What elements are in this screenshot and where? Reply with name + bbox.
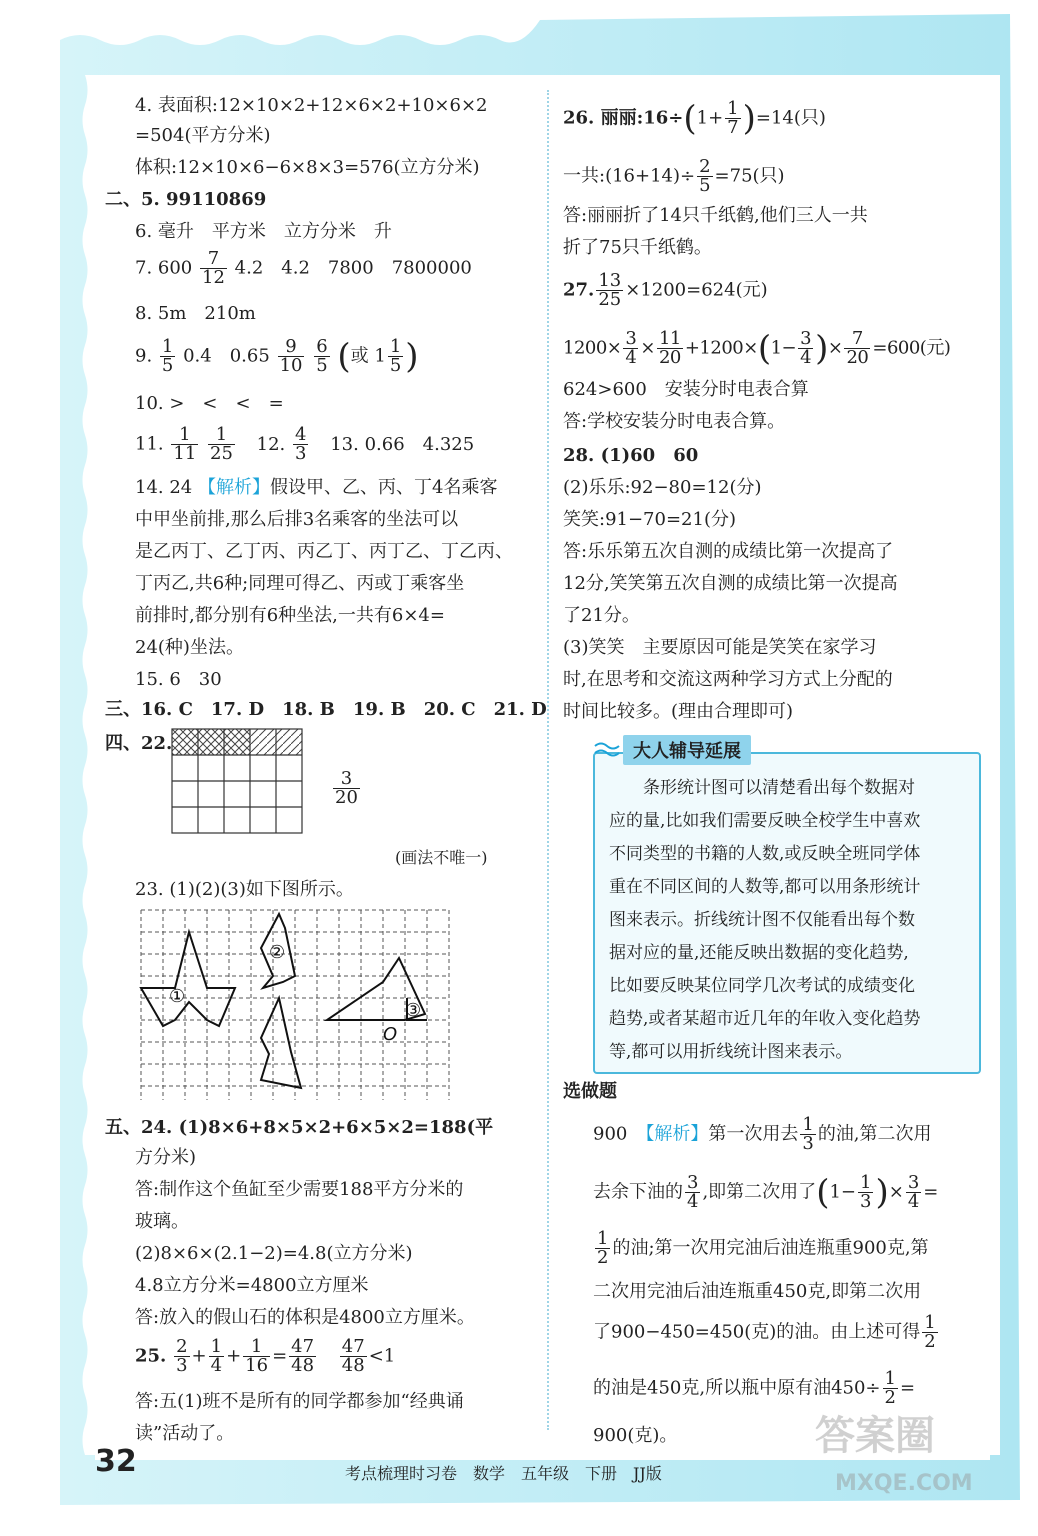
q9: 9. $\frac{1}{5}$ 0.4 0.65 $\frac{9}{10}$ $\frac{6}{5}$ (或 1 $\frac{1}{5}$ ): [135, 336, 419, 377]
q11-fraction-1: $\frac{1}{11}$: [173, 424, 197, 464]
q14-line4: 丁丙乙,共6种;同理可得乙、丙或丁乘客坐: [135, 573, 465, 594]
q23-figure: [139, 908, 451, 1104]
q25-fraction-4: $\frac{47}{48}$: [291, 1336, 315, 1376]
q6: 6. 毫升 平方米 立方分米 升: [135, 221, 392, 242]
q22-note: (画法不唯一): [395, 848, 488, 867]
opt-line5: 了900−450=450(克)的油。由上述可得 $\frac{1}{2}$: [593, 1312, 936, 1352]
q28-line5: 12分,笑笑第五次自测的成绩比第一次提高: [563, 573, 898, 594]
q28-line4: 答:乐乐第五次自测的成绩比第一次提高了: [563, 541, 894, 562]
tip-line-9: 等,都可以用折线统计图来表示。: [609, 1042, 853, 1062]
opt-line2: 去余下油的 $\frac{3}{4}$ ,即第二次用了(1− $\frac{1}{3}$ )× $\frac{3}{4}$ =: [593, 1172, 939, 1213]
q22-grid: [171, 728, 305, 838]
q15: 15. 6 30: [135, 669, 222, 690]
tip-box: [593, 752, 981, 1074]
q9-fraction-4: $\frac{1}{5}$: [389, 336, 402, 376]
opt-line6: 的油是450克,所以瓶中原有油450÷ $\frac{1}{2}$ =: [593, 1368, 916, 1408]
q7: [135, 250, 472, 287]
q22-fraction: $\frac{3}{20}$: [335, 768, 358, 808]
q11-fraction-2: $\frac{1}{25}$: [210, 424, 233, 464]
q7-text-b: 4.2 4.2 7800 7800000: [234, 257, 472, 279]
q12-fraction: $\frac{4}{3}$: [295, 424, 307, 464]
analysis-tag: 【解析】: [198, 477, 270, 498]
q4-line3: 体积:12×10×6−6×8×3=576(立方分米): [135, 157, 480, 178]
opt-fraction-6: $\frac{1}{2}$: [924, 1312, 936, 1352]
origin-label: O: [383, 1024, 398, 1045]
shape-1-label: ①: [169, 986, 186, 1007]
q27-fraction-1: $\frac{3}{4}$: [625, 328, 637, 368]
q22-answer: [331, 770, 362, 807]
watermark-url: MXQE.COM: [835, 1471, 973, 1496]
tip-line-8: 趋势,或者某超市近几年的年收入变化趋势: [609, 1009, 921, 1029]
q28-line3: 笑笑:91−70=21(分): [563, 509, 736, 530]
q28-line2: (2)乐乐:92−80=12(分): [563, 477, 762, 498]
footer-title: 考点梳理时习卷 数学 五年级 下册 JJ版: [345, 1464, 662, 1483]
q4-line2: =504(平方分米): [135, 125, 271, 146]
q27-line4: 答:学校安装分时电表合算。: [563, 411, 786, 432]
tip-line-2: 应的量,比如我们需要反映全校学生中喜欢: [609, 811, 921, 831]
q14-line2: 中甲坐前排,那么后排3名乘客的坐法可以: [135, 509, 459, 530]
q25-fraction-3: $\frac{1}{16}$: [245, 1336, 269, 1376]
q27-fraction-3: $\frac{3}{4}$: [800, 328, 812, 368]
q7-fraction: $\frac{7}{12}$: [202, 248, 225, 288]
q24-line5: (2)8×6×(2.1−2)=4.8(立方分米): [135, 1243, 413, 1264]
q9-fraction-3: $\frac{6}{5}$: [316, 336, 328, 376]
watermark-logo: 答案圈: [815, 1413, 935, 1459]
q8: 8. 5m 210m: [135, 303, 256, 324]
q27-fraction-2: $\frac{11}{20}$: [658, 328, 681, 368]
q27-line2: 1200× $\frac{3}{4}$ × $\frac{11}{20}$ +1200×(1− $\frac{3}{4}$ )× $\frac{7}{20}$ =600(元): [563, 328, 951, 369]
q23: 23. (1)(2)(3)如下图所示。: [135, 879, 354, 900]
opt-line7: 900(克)。: [593, 1425, 678, 1446]
opt-line3: $\frac{1}{2}$ 的油;第一次用完油后油连瓶重900克,第: [597, 1228, 929, 1268]
tip-line-6: 据对应的量,还能反映出数据的变化趋势,: [609, 943, 909, 963]
q14-line5: 前排时,都分别有6种坐法,一共有6×4=: [135, 605, 445, 626]
opt-fraction-2: $\frac{3}{4}$: [687, 1172, 699, 1212]
shape-2-label: ②: [269, 942, 286, 963]
q27-line3: 624>600 安装分时电表合算: [563, 379, 809, 400]
q22-label: 四、22.: [105, 733, 173, 754]
tip-box-body: [609, 772, 969, 1069]
q24-line3: 答:制作这个鱼缸至少需要188平方分米的: [135, 1179, 464, 1200]
q26-line3: 答:丽丽折了14只千纸鹤,他们三人一共: [563, 205, 868, 226]
q27-fraction-4: $\frac{7}{20}$: [846, 328, 869, 368]
tip-line-3: 不同类型的书籍的人数,或反映全班同学体: [609, 844, 921, 864]
q14-line6: 24(种)坐法。: [135, 637, 244, 658]
tip-box-header: [593, 732, 793, 766]
opt-fraction-4: $\frac{3}{4}$: [907, 1172, 920, 1212]
q10: 10. > < < =: [135, 393, 284, 414]
opt-line1: 900 【解析】第一次用去 $\frac{1}{3}$ 的油,第二次用: [593, 1114, 932, 1154]
q16-21: 三、16. C 17. D 18. B 19. B 20. C 21. D: [105, 699, 547, 720]
q26-line4: 折了75只千纸鹤。: [563, 237, 712, 258]
q27-fraction: $\frac{13}{25}$: [598, 270, 622, 310]
q28-line6: 了21分。: [563, 605, 640, 626]
q25-fraction-5: $\frac{47}{48}$: [341, 1336, 365, 1376]
q25: 25. $\frac{2}{3}$ + $\frac{1}{4}$ + $\frac{1}{16}$ = $\frac{47}{48}$ $\frac{47}{48}$ <1: [135, 1336, 396, 1376]
tip-line-7: 比如要反映某位同学几次考试的成绩变化: [609, 976, 915, 996]
q9-fraction-2: $\frac{9}{10}$: [279, 336, 303, 376]
answer-page: [95, 80, 990, 1460]
q25-line3: 读”活动了。: [135, 1423, 235, 1444]
page-number: 32: [95, 1444, 137, 1479]
q25-fraction-2: $\frac{1}{4}$: [210, 1336, 223, 1376]
q25-fraction-1: $\frac{2}{3}$: [176, 1336, 188, 1376]
q26-fraction: $\frac{1}{7}$: [727, 98, 739, 138]
q4-line1: 4. 表面积:12×10×2+12×6×2+10×6×2: [135, 95, 488, 116]
q28-line1: 28. (1)60 60: [563, 445, 699, 466]
q26-line2: 一共:(16+14)÷ $\frac{2}{5}$ =75(只): [563, 156, 785, 196]
opt-fraction-7: $\frac{1}{2}$: [884, 1368, 896, 1408]
q11-13: 11. $\frac{1}{11}$ $\frac{1}{25}$ 12. $\frac{4}{3}$ 13. 0.66 4.325: [135, 424, 475, 464]
opt-fraction-5: $\frac{1}{2}$: [597, 1228, 609, 1268]
tip-line-4: 重在不同区间的人数等,都可以用条形统计: [609, 877, 921, 897]
q28-line7: (3)笑笑 主要原因可能是笑笑在家学习: [563, 637, 877, 658]
optional-heading: 选做题: [563, 1081, 617, 1102]
tip-box-title: 大人辅导延展: [623, 735, 751, 765]
q25-line2: 答:五(1)班不是所有的同学都参加“经典诵: [135, 1391, 464, 1412]
q27-line1: 27. $\frac{13}{25}$ ×1200=624(元): [563, 270, 768, 310]
q7-text-a: 7. 600: [135, 257, 193, 279]
q24-line2: 方分米): [135, 1147, 197, 1168]
q26-fraction-2: $\frac{2}{5}$: [699, 156, 711, 196]
opt-fraction-3: $\frac{1}{3}$: [860, 1172, 872, 1212]
q14-line1: 14. 24 【解析】假设甲、乙、丙、丁4名乘客: [135, 477, 498, 498]
opt-fraction-1: $\frac{1}{3}$: [802, 1114, 814, 1154]
q9-fraction-1: $\frac{1}{5}$: [161, 336, 174, 376]
q24-line7: 答:放入的假山石的体积是4800立方厘米。: [135, 1307, 475, 1328]
shape-3-label: ③: [405, 1000, 422, 1021]
q24-line4: 玻璃。: [135, 1211, 189, 1232]
q28-line8: 时,在思考和交流这两种学习方式上分配的: [563, 669, 893, 690]
q28-line9: 时间比较多。(理由合理即可): [563, 701, 794, 722]
q5: 二、5. 99110869: [105, 189, 267, 210]
q24-line1: 五、24. (1)8×6+8×5×2+6×5×2=188(平: [105, 1117, 494, 1138]
q26-line1: 26. 丽丽:16÷(1+ $\frac{1}{7}$ )=14(只): [563, 98, 826, 139]
tip-line-1: 条形统计图可以清楚看出每个数据对: [609, 778, 915, 798]
tip-line-5: 图来表示。折线统计图不仅能看出每个数: [609, 910, 915, 930]
q24-line6: 4.8立方分米=4800立方厘米: [135, 1275, 369, 1296]
q14-line3: 是乙丙丁、乙丁丙、丙乙丁、丙丁乙、丁乙丙、: [135, 541, 513, 562]
opt-line4: 二次用完油后油连瓶重450克,即第二次用: [593, 1281, 922, 1302]
column-divider: [547, 90, 549, 1430]
